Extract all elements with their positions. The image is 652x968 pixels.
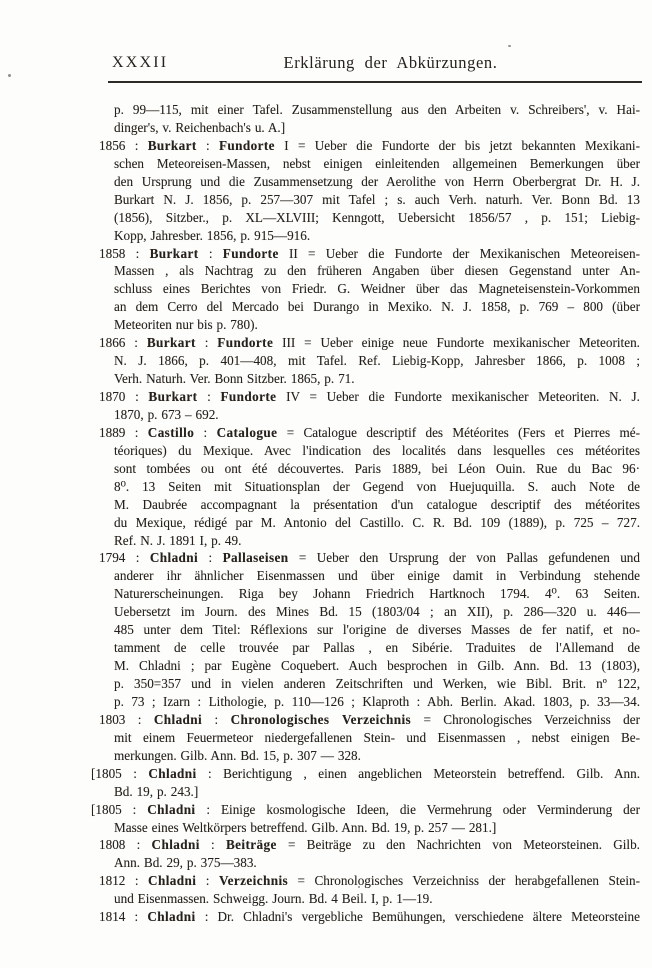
text-segment: Uebersetzt im Journ. des Mines Bd. 15 (1803/04 ; an XII), p. 286—320 u. 446— bbox=[114, 604, 640, 620]
text-line bbox=[99, 585, 640, 603]
text-segment: II = Ueber die Fundorte der Mexikanischen Meteoreisen- bbox=[278, 245, 640, 261]
entry-author: Burkart bbox=[146, 335, 196, 351]
text-segment: p. 73 ; Izarn : Lithologie, p. 110—126 ; Klaproth : Abh. Berlin. Akad. 1803, p. 33—34. bbox=[114, 693, 640, 709]
text-segment: mit einem Feuermeteor niedergefallenen Stein- und Eisenmassen , nebst einigen Be- bbox=[114, 729, 640, 745]
text-segment: : bbox=[197, 389, 221, 404]
scan-speckle bbox=[8, 74, 11, 77]
entry-title-keyword: Fundorte bbox=[218, 137, 275, 153]
text-line bbox=[91, 765, 640, 783]
entry-1803-chladni-chronologisches-verzeichnis bbox=[99, 711, 640, 765]
entry-author: Chladni bbox=[147, 801, 196, 817]
text-line bbox=[99, 496, 640, 514]
text-segment: (1856), Sitzber., p. XL—XLVIII; Kenngott, Uebersicht 1856/57 , p. 151; Liebig- bbox=[114, 209, 640, 225]
entry-title-keyword: Fundorte bbox=[220, 389, 277, 404]
entry-title-keyword: Verzeichnis bbox=[218, 873, 289, 889]
text-segment: = Chronologisches Verzeichniss der herabgefallenen Stein- bbox=[288, 873, 640, 889]
text-line bbox=[99, 532, 640, 550]
text-segment: = Chronologisches Verzeichniss der bbox=[411, 711, 640, 727]
text-segment: anderer ihr ähnlicher Eisenmassen und über einige damit in Verbindung stehende bbox=[114, 568, 640, 584]
text-segment: schluss eines Berichtes von Friedr. G. Weidner über das Magneteisenstein-Vorkommen bbox=[114, 281, 640, 297]
text-line bbox=[99, 639, 640, 657]
text-segment: p. 350=357 und in vielen anderen Zeitschriften und Werken, wie Bibl. Brit. nº 122, bbox=[114, 676, 640, 691]
entry-author: Chladni bbox=[149, 550, 199, 566]
text-segment: III = Ueber einige neue Fundorte mexikanischer Meteoriten. bbox=[273, 335, 640, 351]
text-line bbox=[99, 711, 640, 729]
entry-1812-chladni-verzeichnis bbox=[99, 872, 640, 908]
text-line bbox=[91, 801, 640, 819]
text-line bbox=[99, 908, 640, 926]
text-segment: du Mexique, rédigé par M. Antonio del Castillo. C. R. Bd. 109 (1889), p. 725 – 727. bbox=[114, 514, 640, 530]
text-line bbox=[99, 191, 640, 209]
text-segment: p. 99—115, mit einer Tafel. Zusammenstellung aus den Arbeiten v. Schreibers', v. Hai- bbox=[114, 102, 640, 117]
text-segment: : bbox=[196, 873, 219, 889]
text-line bbox=[99, 747, 640, 765]
text-block bbox=[91, 101, 640, 926]
text-segment: 1870, p. 673 – 692. bbox=[114, 406, 219, 422]
text-segment: Massen , als Nachtrag zu den früheren Angaben über diesen Gegenstand unter An- bbox=[114, 263, 640, 279]
text-line bbox=[99, 819, 640, 837]
text-segment: Verh. Naturh. Ver. Bonn Sitzber. 1865, p. 71. bbox=[114, 371, 355, 387]
entry-title-keyword: Fundorte bbox=[222, 245, 279, 261]
text-segment: téoriques) du Mexique. Avec l'indication des localités dans lesquelles ces météorites bbox=[114, 442, 640, 458]
entry-1808-chladni-beitraege bbox=[99, 836, 640, 872]
entry-title-keyword: Fundorte bbox=[217, 335, 274, 351]
text-segment: 8⁰. 13 Seiten mit Situationsplan der Gegend von Huejuquilla. S. auch Note de bbox=[114, 478, 640, 494]
text-line bbox=[99, 675, 640, 693]
text-segment: und Eisenmassen. Schweigg. Journ. Bd. 4 Beil. I, p. 1—19. bbox=[114, 891, 433, 907]
text-segment: = Beiträge zu den Nachrichten von Meteorsteinen. Gilb. bbox=[276, 837, 640, 853]
text-segment: : Einige kosmologische Ideen, die Vermehrung oder Verminderung der bbox=[195, 801, 640, 817]
text-line bbox=[99, 872, 640, 890]
text-line bbox=[99, 621, 640, 639]
entry-author: Burkart bbox=[148, 389, 198, 404]
text-segment: : Berichtigung , einen angeblichen Meteorstein betreffend. Gilb. Ann. bbox=[196, 765, 640, 781]
entry-1856-burkart-fundorte-i bbox=[99, 137, 640, 245]
text-line bbox=[99, 352, 640, 370]
text-line bbox=[99, 460, 640, 478]
text-segment: N. J. 1866, p. 401—408, mit Tafel. Ref. Liebig-Kopp, Jahresber 1866, p. 1008 ; bbox=[114, 353, 640, 369]
text-segment: : bbox=[198, 245, 223, 261]
text-line bbox=[99, 388, 640, 406]
text-segment: M. Chladni ; par Eugène Coquebert. Auch besprochen in Gilb. Ann. Bd. 13 (1803), bbox=[114, 658, 640, 674]
text-segment: 1814 : bbox=[99, 909, 148, 925]
entry-1814-chladni bbox=[99, 908, 640, 926]
text-line bbox=[99, 693, 640, 711]
text-line bbox=[99, 783, 640, 801]
entry-title-keyword: Chronologisches Verzeichnis bbox=[230, 711, 412, 727]
text-line bbox=[99, 854, 640, 872]
text-line bbox=[99, 729, 640, 747]
text-segment: Naturerscheinungen. Riga bey Johann Friedrich Hartknoch 1794. 4⁰. 63 Seiten. bbox=[114, 586, 640, 602]
text-segment: 1858 : bbox=[99, 245, 150, 261]
page-title: Erklärung der Abkürzungen. bbox=[283, 53, 498, 72]
text-segment: : bbox=[202, 711, 231, 727]
text-line bbox=[99, 245, 640, 263]
text-segment: : bbox=[198, 550, 223, 566]
text-line bbox=[99, 280, 640, 298]
text-line bbox=[99, 316, 640, 334]
text-segment: 1889 : bbox=[99, 424, 148, 440]
text-line bbox=[99, 603, 640, 621]
text-segment: 1856 : bbox=[99, 137, 148, 153]
text-segment: den Ursprung und die Zusammensetzung der Aerolithe von Herrn Oberbergrat Dr. H. J. bbox=[114, 173, 640, 189]
scan-speckle bbox=[508, 45, 511, 47]
text-segment: Bd. 19, p. 243.] bbox=[114, 783, 199, 799]
text-line bbox=[99, 478, 640, 496]
entry-continuation bbox=[99, 101, 640, 137]
text-segment: Burkart N. J. 1856, p. 257—307 mit Tafel ; s. auch Verh. naturh. Ver. Bonn Bd. 13 bbox=[114, 191, 640, 207]
text-segment: Meteoriten nur bis p. 780). bbox=[114, 317, 258, 333]
text-line bbox=[99, 890, 640, 908]
entry-1794-chladni-pallaseisen bbox=[99, 549, 640, 710]
text-segment: : bbox=[196, 137, 219, 153]
text-segment: M. Daubrée accompagnant la présentation d'un catalogue descriptif des météorites bbox=[114, 496, 640, 512]
text-line bbox=[99, 334, 640, 352]
entry-title-keyword: Pallaseisen bbox=[222, 550, 289, 566]
text-line bbox=[99, 657, 640, 675]
entry-author: Chladni bbox=[148, 873, 197, 889]
entry-1858-burkart-fundorte-ii bbox=[99, 245, 640, 335]
entry-1870-burkart-fundorte-iv bbox=[99, 388, 640, 424]
text-segment: schen Meteoreisen-Massen, nebst einigen einleitenden allgemeinen Bemerkungen über bbox=[114, 155, 640, 171]
text-segment: = Catalogue descriptif des Météorites (Fers et Pierres mé- bbox=[277, 424, 640, 440]
text-line bbox=[99, 262, 640, 280]
text-segment: [1805 : bbox=[91, 765, 149, 781]
entry-1866-burkart-fundorte-iii bbox=[99, 334, 640, 388]
text-segment: dinger's, v. Reichenbach's u. A.] bbox=[114, 119, 286, 135]
text-segment: merkungen. Gilb. Ann. Bd. 15, p. 307 — 328. bbox=[114, 747, 361, 763]
text-segment: IV = Ueber die Fundorte mexikanischer Meteoriten. N. J. bbox=[276, 389, 640, 404]
entry-author: Chladni bbox=[147, 909, 196, 925]
text-line bbox=[99, 119, 640, 137]
text-segment: I = Ueber die Fundorte der bis jetzt bekannten Mexikani- bbox=[274, 137, 640, 153]
text-segment: Ann. Bd. 29, p. 375—383. bbox=[114, 855, 257, 871]
text-segment: Kopp, Jahresber. 1856, p. 915—916. bbox=[114, 227, 311, 243]
text-line bbox=[99, 101, 640, 119]
text-segment: sont tombées ou ont été découvertes. Paris 1889, bei Léon Ouin. Rue du Bac 96· bbox=[114, 460, 640, 476]
text-segment: 1812 : bbox=[99, 873, 149, 889]
header-rule bbox=[108, 81, 642, 83]
text-segment: Masse eines Weltkörpers betreffend. Gilb. Ann. Bd. 19, p. 257 — 281.] bbox=[114, 819, 497, 835]
text-line bbox=[99, 424, 640, 442]
text-segment: = Ueber den Ursprung der von Pallas gefundenen und bbox=[288, 550, 640, 566]
text-segment: : Dr. Chladni's vergebliche Bemühungen, verschiedene ältere Meteorsteine bbox=[195, 909, 640, 925]
page-number: XXXII bbox=[112, 54, 169, 71]
text-segment: Ref. N. J. 1891 I, p. 49. bbox=[114, 532, 242, 548]
text-segment: tamment de celle trouvée par Pallas , en Sibérie. Traduites de l'Allemand de bbox=[114, 640, 640, 656]
text-line bbox=[99, 173, 640, 191]
text-segment: : bbox=[199, 837, 226, 853]
text-segment: 1870 : bbox=[99, 389, 149, 404]
text-line bbox=[99, 155, 640, 173]
text-line bbox=[99, 549, 640, 567]
text-line bbox=[99, 227, 640, 245]
entry-author: Burkart bbox=[147, 137, 197, 153]
entry-1889-castillo-catalogue bbox=[99, 424, 640, 550]
entry-author: Chladni bbox=[153, 711, 203, 727]
entry-title-keyword: Catalogue bbox=[216, 424, 278, 440]
entry-author: Chladni bbox=[148, 765, 197, 781]
entry-author: Castillo bbox=[147, 424, 195, 440]
text-segment: 1866 : bbox=[99, 335, 147, 351]
text-segment: : bbox=[195, 335, 218, 351]
entry-title-keyword: Beiträge bbox=[225, 837, 277, 853]
text-segment: 1794 : bbox=[99, 550, 150, 566]
text-line bbox=[99, 370, 640, 388]
text-line bbox=[99, 209, 640, 227]
text-segment: [1805 : bbox=[91, 801, 148, 817]
text-segment: 1808 : bbox=[99, 837, 152, 853]
text-line bbox=[99, 298, 640, 316]
entry-author: Burkart bbox=[149, 245, 199, 261]
text-line bbox=[99, 836, 640, 854]
text-line bbox=[99, 567, 640, 585]
text-segment: an dem Cerro del Mercado bei Durango in Mexiko. N. J. 1858, p. 769 – 800 (über bbox=[114, 299, 640, 315]
entry-author: Chladni bbox=[151, 837, 200, 853]
text-line bbox=[99, 406, 640, 424]
text-segment: 485 unter dem Titel: Réflexions sur l'origine de diverses Masses de fer natif, et no- bbox=[114, 622, 640, 638]
text-line bbox=[99, 137, 640, 155]
text-line bbox=[99, 514, 640, 532]
entry-1805-chladni-berichtigung bbox=[91, 765, 640, 801]
text-segment: 1803 : bbox=[99, 711, 154, 727]
entry-1805-chladni-kosmologische-ideen bbox=[91, 801, 640, 837]
text-segment: : bbox=[194, 424, 217, 440]
text-line bbox=[99, 442, 640, 460]
